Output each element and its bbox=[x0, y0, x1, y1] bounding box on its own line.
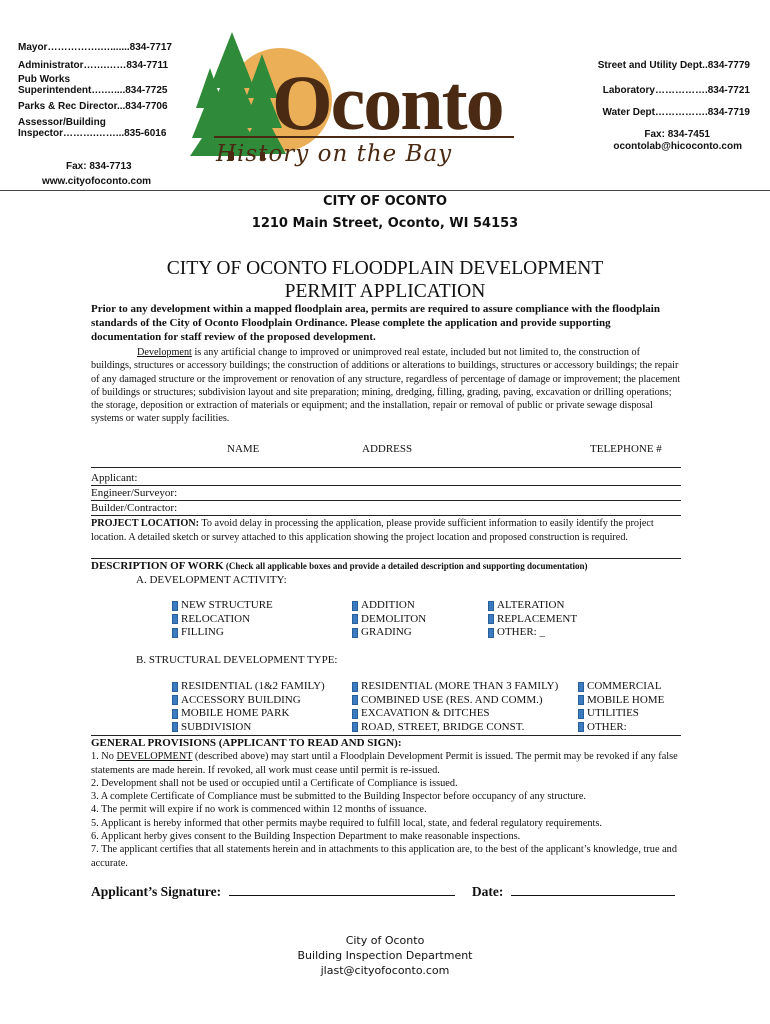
option-label: RESIDENTIAL (1&2 FAMILY) bbox=[181, 680, 325, 692]
description-label: DESCRIPTION OF WORK bbox=[91, 560, 224, 572]
checkbox-icon[interactable] bbox=[172, 709, 178, 719]
footer-email[interactable]: jlast@cityofoconto.com bbox=[320, 964, 450, 977]
builder-line[interactable] bbox=[91, 515, 681, 516]
option-label: UTILITIES bbox=[587, 707, 639, 719]
provision-6: 6. Applicant herby gives consent to the Building Inspection Department to make reasonable inspections. bbox=[91, 831, 521, 843]
checkbox-commercial[interactable] bbox=[578, 680, 664, 694]
checkbox-icon[interactable] bbox=[488, 628, 494, 638]
checkbox-icon[interactable] bbox=[488, 614, 494, 624]
checkbox-other-activity[interactable] bbox=[488, 626, 577, 640]
checkbox-utilities[interactable] bbox=[578, 707, 664, 721]
right-fax: Fax: 834-7451 bbox=[644, 129, 710, 140]
checkbox-icon[interactable] bbox=[352, 709, 358, 719]
option-label: ROAD, STREET, BRIDGE CONST. bbox=[361, 720, 525, 733]
lab-email[interactable]: ocontolab@hicoconto.com bbox=[613, 141, 742, 152]
logo-wordmark: Oconto bbox=[272, 59, 503, 146]
provision-1-prefix: 1. No bbox=[91, 751, 117, 763]
signature-label: Applicant’s Signature: bbox=[91, 884, 222, 899]
checkbox-relocation[interactable] bbox=[172, 613, 273, 627]
option-label: COMBINED USE (RES. AND COMM.) bbox=[361, 693, 543, 706]
definition-paragraph bbox=[91, 346, 681, 426]
city-address: 1210 Main Street, Oconto, WI 54153 bbox=[251, 216, 519, 231]
applicant-label: Applicant: bbox=[91, 472, 138, 484]
checkbox-residential-1-2[interactable] bbox=[172, 680, 325, 694]
contact-assessor-label: Assessor/Building bbox=[18, 117, 106, 128]
option-label: COMMERCIAL bbox=[587, 680, 662, 692]
left-fax: Fax: 834-7713 bbox=[66, 161, 132, 172]
footer-department: Building Inspection Department bbox=[297, 949, 473, 962]
provision-2: 2. Development shall not be used or occupied until a Certificate of Compliance is issued. bbox=[91, 777, 458, 789]
contact-inspector: Inspector……….……...835-6016 bbox=[18, 128, 167, 139]
engineer-line[interactable] bbox=[91, 500, 681, 501]
checkbox-mobile-home[interactable] bbox=[578, 694, 664, 708]
checkbox-excavation[interactable] bbox=[352, 707, 558, 721]
provision-1-text: (described above) may start until a Floodplain Development Permit is issued. The permit may be revoked if any false statements are made herein. If revoked, all work must cease until permit is re-issued. bbox=[91, 751, 678, 776]
option-label: OTHER: bbox=[587, 720, 627, 733]
checkbox-icon[interactable] bbox=[172, 695, 178, 705]
column-telephone: TELEPHONE # bbox=[590, 443, 662, 455]
provision-1-term: DEVELOPMENT bbox=[116, 751, 193, 763]
option-label: RESIDENTIAL (MORE THAN 3 FAMILY) bbox=[361, 680, 559, 692]
signature-row bbox=[91, 882, 675, 900]
city-name: CITY OF OCONTO bbox=[322, 194, 448, 209]
provision-3: 3. A complete Certificate of Compliance must be submitted to the Building Inspector before occupancy of any structure. bbox=[91, 791, 586, 803]
provisions-rule bbox=[91, 735, 681, 736]
option-label: DEMOLITON bbox=[361, 612, 427, 625]
footer-city: City of Oconto bbox=[345, 934, 425, 947]
general-provisions bbox=[91, 737, 681, 870]
checkbox-icon[interactable] bbox=[352, 695, 358, 705]
checkbox-grading[interactable] bbox=[352, 626, 426, 640]
option-label: SUBDIVISION bbox=[181, 720, 252, 733]
project-location bbox=[91, 517, 681, 544]
logo-tagline: History on the Bay bbox=[216, 141, 453, 167]
checkbox-icon[interactable] bbox=[352, 682, 358, 692]
checkbox-subdivision[interactable] bbox=[172, 721, 325, 735]
checkbox-icon[interactable] bbox=[172, 614, 178, 624]
checkbox-addition[interactable] bbox=[352, 599, 426, 613]
contact-mayor: Mayor…………….….......834-7717 bbox=[18, 42, 172, 53]
engineer-label: Engineer/Surveyor: bbox=[91, 487, 178, 499]
option-label: RELOCATION bbox=[181, 612, 251, 625]
checkbox-filling[interactable] bbox=[172, 626, 273, 640]
logo-rule bbox=[214, 136, 514, 138]
option-label: ADDITION bbox=[361, 599, 415, 611]
rule bbox=[91, 467, 681, 468]
option-label: OTHER: _ bbox=[497, 626, 545, 638]
intro-paragraph: Prior to any development within a mapped floodplain area, permits are required to assure compliance with the floodplain standards of the City of Oconto Floodplain Ordinance. Please complete the application and provide supporting documentation for staff review of the proposed development. bbox=[91, 303, 660, 344]
option-label: NEW STRUCTURE bbox=[181, 599, 273, 611]
option-label: GRADING bbox=[361, 626, 412, 638]
option-label: ALTERATION bbox=[497, 599, 565, 611]
applicant-line[interactable] bbox=[91, 485, 681, 486]
column-name: NAME bbox=[227, 443, 260, 455]
checkbox-icon[interactable] bbox=[352, 722, 358, 732]
signature-field[interactable] bbox=[229, 882, 455, 896]
builder-label: Builder/Contractor: bbox=[91, 502, 178, 514]
header-divider bbox=[0, 190, 770, 191]
checkbox-replacement[interactable] bbox=[488, 613, 577, 627]
option-label: REPLACEMENT bbox=[497, 612, 578, 625]
provision-7: 7. The applicant certifies that all statements herein and in attachments to this application are, to the best of the applicant’s knowledge, true and accurate. bbox=[91, 844, 677, 869]
checkbox-icon[interactable] bbox=[488, 601, 494, 611]
definition-term: Development bbox=[137, 347, 192, 358]
checkbox-combined-use[interactable] bbox=[352, 694, 558, 708]
option-label: EXCAVATION & DITCHES bbox=[361, 707, 490, 719]
checkbox-icon[interactable] bbox=[352, 628, 358, 638]
option-label: MOBILE HOME bbox=[587, 693, 665, 706]
type-column-3 bbox=[578, 680, 664, 734]
oconto-logo bbox=[180, 28, 520, 173]
description-note: (Check all applicable boxes and provide a detailed description and supporting documentation) bbox=[223, 561, 588, 571]
checkbox-icon[interactable] bbox=[578, 709, 584, 719]
type-column-2 bbox=[352, 680, 558, 734]
contact-water-dept: Water Dept…………….834-7719 bbox=[602, 107, 750, 118]
checkbox-alteration[interactable] bbox=[488, 599, 577, 613]
checkbox-icon[interactable] bbox=[578, 682, 584, 692]
checkbox-residential-3plus[interactable] bbox=[352, 680, 558, 694]
section-a-heading: A. DEVELOPMENT ACTIVITY: bbox=[136, 574, 287, 586]
provisions-title: GENERAL PROVISIONS (APPLICANT TO READ AND SIGN): bbox=[91, 737, 402, 749]
description-heading bbox=[91, 560, 588, 572]
type-column-1 bbox=[172, 680, 325, 734]
activity-column-2 bbox=[352, 599, 426, 640]
checkbox-road-street-bridge[interactable] bbox=[352, 721, 558, 735]
checkbox-new-structure[interactable] bbox=[172, 599, 273, 613]
contact-parks-rec: Parks & Rec Director...834-7706 bbox=[18, 101, 168, 112]
checkbox-icon[interactable] bbox=[578, 722, 584, 732]
definition-text: is any artificial change to improved or unimproved real estate, included but not limited to, the construction of buildings, structures or accessory buildings; the construction of additions or alterations to buildings, structures or accessory buildings; the repair of any damaged structure or the improvement or renovation of any structure, regardless of percentage of damage or improvement; the placement of buildings or structures; subdivision layout and site preparation; mining, dredging, filling, grading, paving, excavation or drilling operations; the storage, deposition or extraction of materials or equipment; and the installation, repair or removal of public or private sewage disposal systems or water supply facilities. bbox=[91, 347, 681, 425]
provision-4: 4. The permit will expire if no work is commenced within 12 months of issuance. bbox=[91, 804, 427, 816]
project-location-text: To avoid delay in processing the application, please provide sufficient information to easily identify the project location. A detailed sketch or survey attached to this application showing the project location and proposed construction is required. bbox=[91, 518, 654, 543]
provision-5: 5. Applicant is hereby informed that other permits maybe required to fulfill local, state, and federal regulatory requirements. bbox=[91, 817, 602, 829]
option-label: MOBILE HOME PARK bbox=[181, 707, 290, 719]
activity-column-3 bbox=[488, 599, 577, 640]
project-location-label: PROJECT LOCATION: bbox=[91, 518, 200, 529]
form-title-line2: PERMIT APPLICATION bbox=[284, 281, 486, 302]
provision-1 bbox=[91, 750, 681, 777]
date-label: Date: bbox=[471, 884, 504, 899]
contact-street-utility: Street and Utility Dept..834-7779 bbox=[597, 60, 750, 71]
option-label: ACCESSORY BUILDING bbox=[181, 693, 301, 706]
checkbox-icon[interactable] bbox=[352, 614, 358, 624]
checkbox-other-type[interactable] bbox=[578, 721, 664, 735]
checkbox-icon[interactable] bbox=[352, 601, 358, 611]
checkbox-icon[interactable] bbox=[172, 628, 178, 638]
checkbox-icon[interactable] bbox=[578, 695, 584, 705]
form-title-line1: CITY OF OCONTO FLOODPLAIN DEVELOPMENT bbox=[166, 258, 604, 279]
checkbox-icon[interactable] bbox=[172, 601, 178, 611]
checkbox-mobile-home-park[interactable] bbox=[172, 707, 325, 721]
contact-laboratory: Laboratory…………….834-7721 bbox=[602, 85, 750, 96]
contact-pubworks-label: Pub Works bbox=[18, 74, 71, 85]
checkbox-accessory-building[interactable] bbox=[172, 694, 325, 708]
date-field[interactable] bbox=[511, 882, 675, 896]
activity-column-1 bbox=[172, 599, 273, 640]
location-line[interactable] bbox=[91, 558, 681, 559]
checkbox-icon[interactable] bbox=[172, 682, 178, 692]
contact-administrator: Administrator…….……834-7711 bbox=[18, 60, 169, 71]
website-link[interactable]: www.cityofoconto.com bbox=[42, 176, 152, 187]
checkbox-icon[interactable] bbox=[172, 722, 178, 732]
contact-superintendent: Superintendent….…....834-7725 bbox=[18, 85, 168, 96]
column-address: ADDRESS bbox=[362, 443, 413, 455]
option-label: FILLING bbox=[181, 626, 224, 638]
checkbox-demolition[interactable] bbox=[352, 613, 426, 627]
section-b-heading: B. STRUCTURAL DEVELOPMENT TYPE: bbox=[136, 654, 338, 666]
